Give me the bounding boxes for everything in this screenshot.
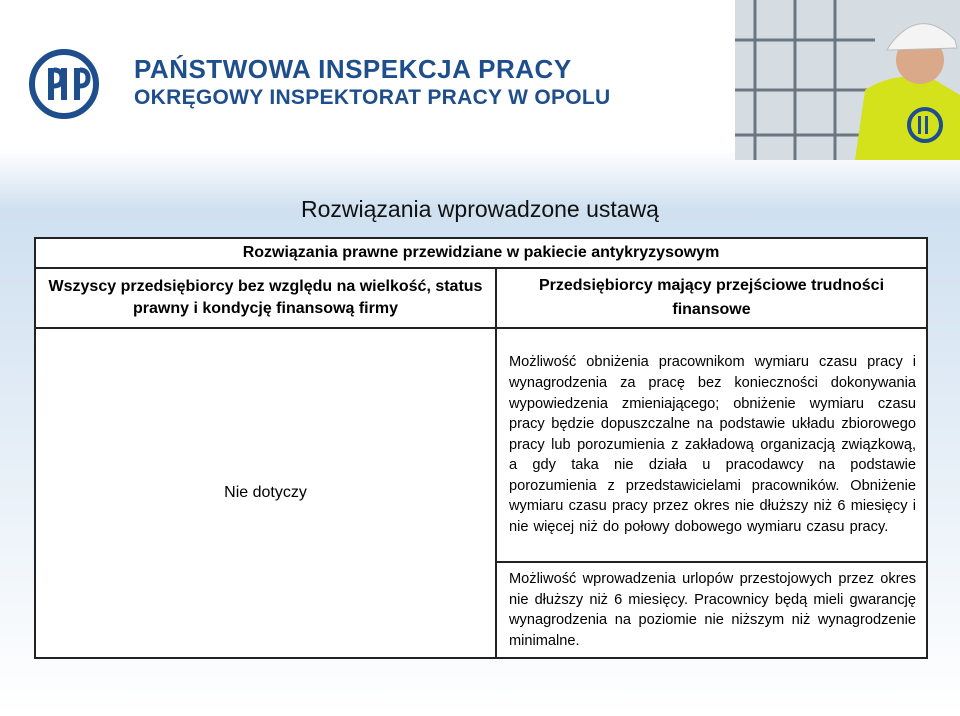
column-header-right: Przedsiębiorcy mający przejściowe trudności finansowe xyxy=(496,268,927,328)
solutions-table xyxy=(34,237,928,659)
column-header-left: Wszyscy przedsiębiorcy bez względu na wielkość, status prawny i kondycję finansową firmy xyxy=(35,268,496,328)
pip-logo-icon xyxy=(26,46,110,127)
org-subtitle: OKRĘGOWY INSPEKTORAT PRACY W OPOLU xyxy=(134,86,611,109)
table-row-downtime-leave: Możliwość wprowadzenia urlopów przestojowych przez okres nie dłuższy niż 6 miesięcy. Pracownicy będą mieli gwarancję wynagrodzenia na poziomie nie niższym niż wynagrodzenie minimalne. xyxy=(496,562,927,658)
org-name: PAŃSTWOWA INSPEKCJA PRACY xyxy=(134,54,572,84)
table-header: Rozwiązania prawne przewidziane w pakiecie antykryzysowym xyxy=(35,238,927,268)
page-title: Rozwiązania wprowadzone ustawą xyxy=(301,196,659,222)
worker-photo xyxy=(735,0,960,160)
not-applicable-cell: Nie dotyczy xyxy=(35,328,496,658)
table-row-working-time: Możliwość obniżenia pracownikom wymiaru czasu pracy i wynagrodzenia za pracę bez konieczności dokonywania wypowiedzenia zmieniającego; obniżenie wymiaru czasu pracy będzie dopuszczalne na podstawie układu zbiorowego pracy lub porozumienia z zakładową organizacją związkową, a gdy taka nie działa u pracodawcy na podstawie porozumienia z przedstawicielami pracowników. Obniżenie wymiaru czasu pracy przez okres nie dłuższy niż 6 miesięcy i nie więcej niż do połowy dobowego wymiaru czasu pracy. xyxy=(496,328,927,562)
